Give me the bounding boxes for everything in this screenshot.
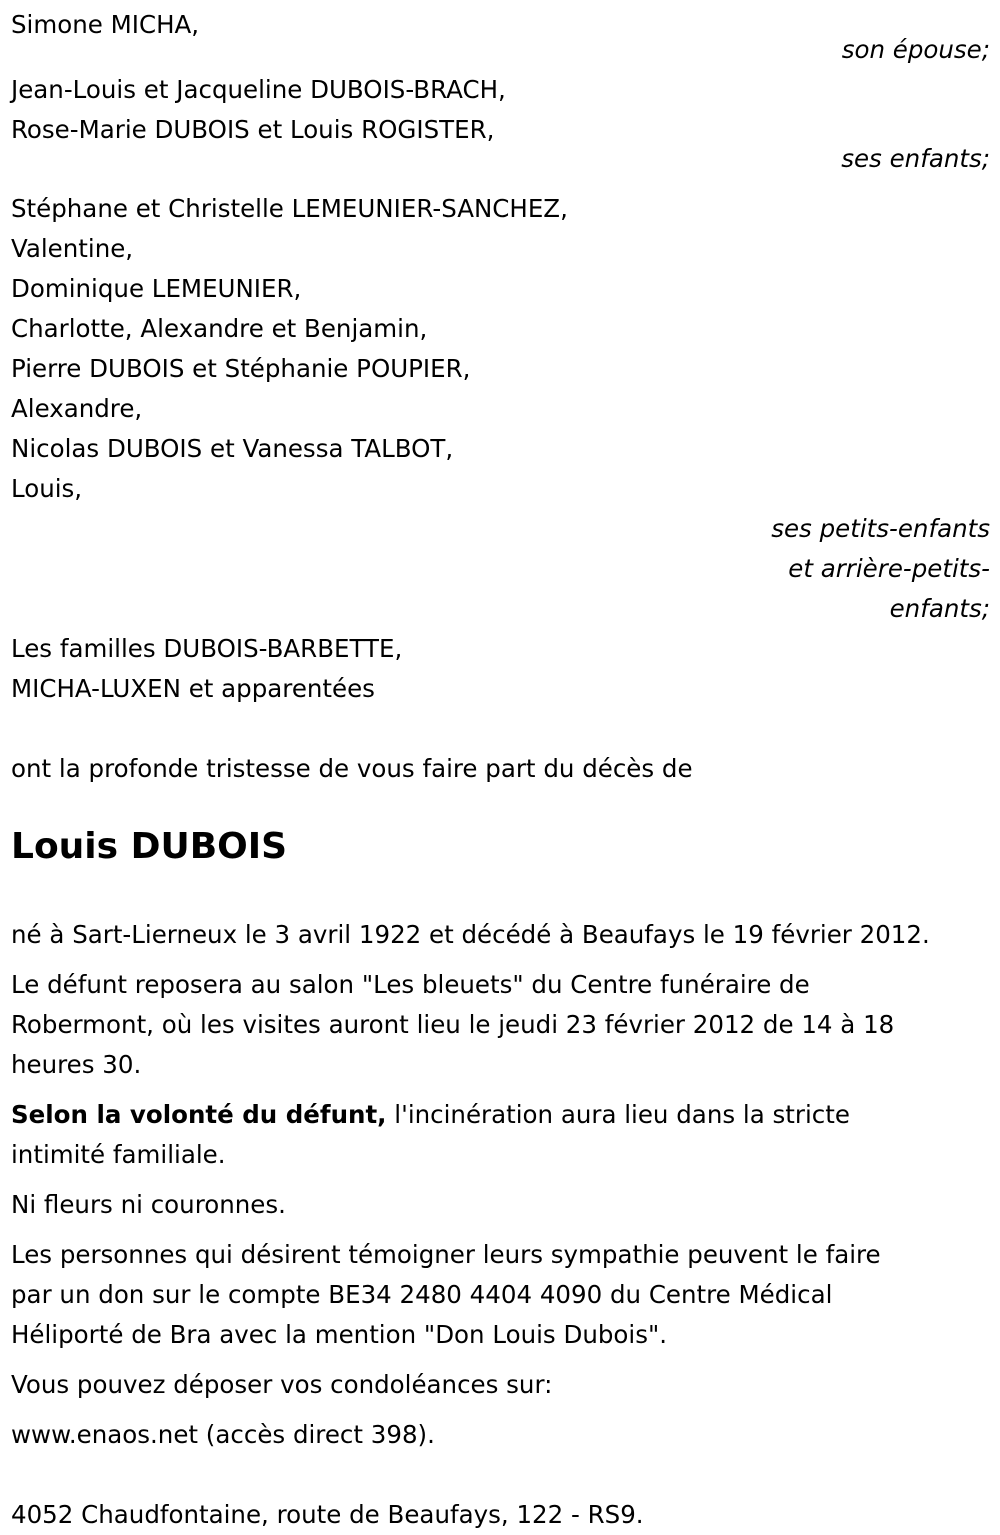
wish-bold-text: Selon la volonté du défunt,: [11, 1100, 387, 1129]
donation-text-line: Les personnes qui désirent témoigner leurs sympathie peuvent le faire: [11, 1240, 881, 1269]
grandchild-name: Nicolas DUBOIS et Vanessa TALBOT,: [11, 434, 454, 463]
wish-text-line: [11, 1095, 990, 1135]
grandchild-name: Louis,: [11, 474, 83, 503]
rest-text-line: Le défunt reposera au salon "Les bleuets" du Centre funéraire de: [11, 970, 810, 999]
grandchild-name: Alexandre,: [11, 394, 143, 423]
condolences-intro: Vous pouvez déposer vos condoléances sur:: [11, 1370, 553, 1399]
grandchildren-block: [11, 189, 990, 629]
grandchild-name: Valentine,: [11, 234, 134, 263]
family-name: MICHA-LUXEN et apparentées: [11, 674, 375, 703]
condolences-site: www.enaos.net (accès direct 398).: [11, 1420, 435, 1449]
children-role: ses enfants;: [841, 144, 990, 173]
rest-text-line: heures 30.: [11, 1050, 142, 1079]
announcement-text: ont la profonde tristesse de vous faire part du décès de: [11, 754, 693, 783]
families-block: [11, 629, 990, 709]
deceased-name: Louis DUBOIS: [11, 826, 288, 867]
wish-rest-text: l'incinération aura lieu dans la stricte: [386, 1100, 850, 1129]
rest-text-line: Robermont, où les visites auront lieu le jeudi 23 février 2012 de 14 à 18: [11, 1010, 895, 1039]
address-text: 4052 Chaudfontaine, route de Beaufays, 122 - RS9.: [11, 1500, 644, 1529]
wish-text-line-2: intimité familiale.: [11, 1140, 226, 1169]
child-name: Rose-Marie DUBOIS et Louis ROGISTER,: [11, 115, 495, 144]
spouse-name: Simone MICHA,: [11, 10, 200, 39]
grandchild-name: Charlotte, Alexandre et Benjamin,: [11, 314, 428, 343]
grandchildren-role-line: enfants;: [889, 594, 990, 623]
grandchild-name: Dominique LEMEUNIER,: [11, 274, 302, 303]
details-block: [11, 915, 990, 1455]
flowers-text: Ni fleurs ni couronnes.: [11, 1190, 286, 1219]
grandchildren-role-line: ses petits-enfants: [771, 514, 990, 543]
birth-death-text: né à Sart-Lierneux le 3 avril 1922 et décédé à Beaufays le 19 février 2012.: [11, 920, 930, 949]
donation-text-line: Héliporté de Bra avec la mention "Don Louis Dubois".: [11, 1320, 668, 1349]
family-name: Les familles DUBOIS-BARBETTE,: [11, 634, 403, 663]
grandchild-name: Stéphane et Christelle LEMEUNIER-SANCHEZ,: [11, 194, 568, 223]
donation-text-line: par un don sur le compte BE34 2480 4404 4090 du Centre Médical: [11, 1280, 833, 1309]
child-name: Jean-Louis et Jacqueline DUBOIS-BRACH,: [11, 75, 506, 104]
spouse-role: son épouse;: [841, 35, 990, 64]
children-block: [11, 70, 990, 171]
obituary-notice: [11, 0, 990, 1535]
grandchild-name: Pierre DUBOIS et Stéphanie POUPIER,: [11, 354, 471, 383]
spouse-block: [11, 0, 990, 70]
grandchildren-role-line: et arrière-petits-: [788, 554, 990, 583]
